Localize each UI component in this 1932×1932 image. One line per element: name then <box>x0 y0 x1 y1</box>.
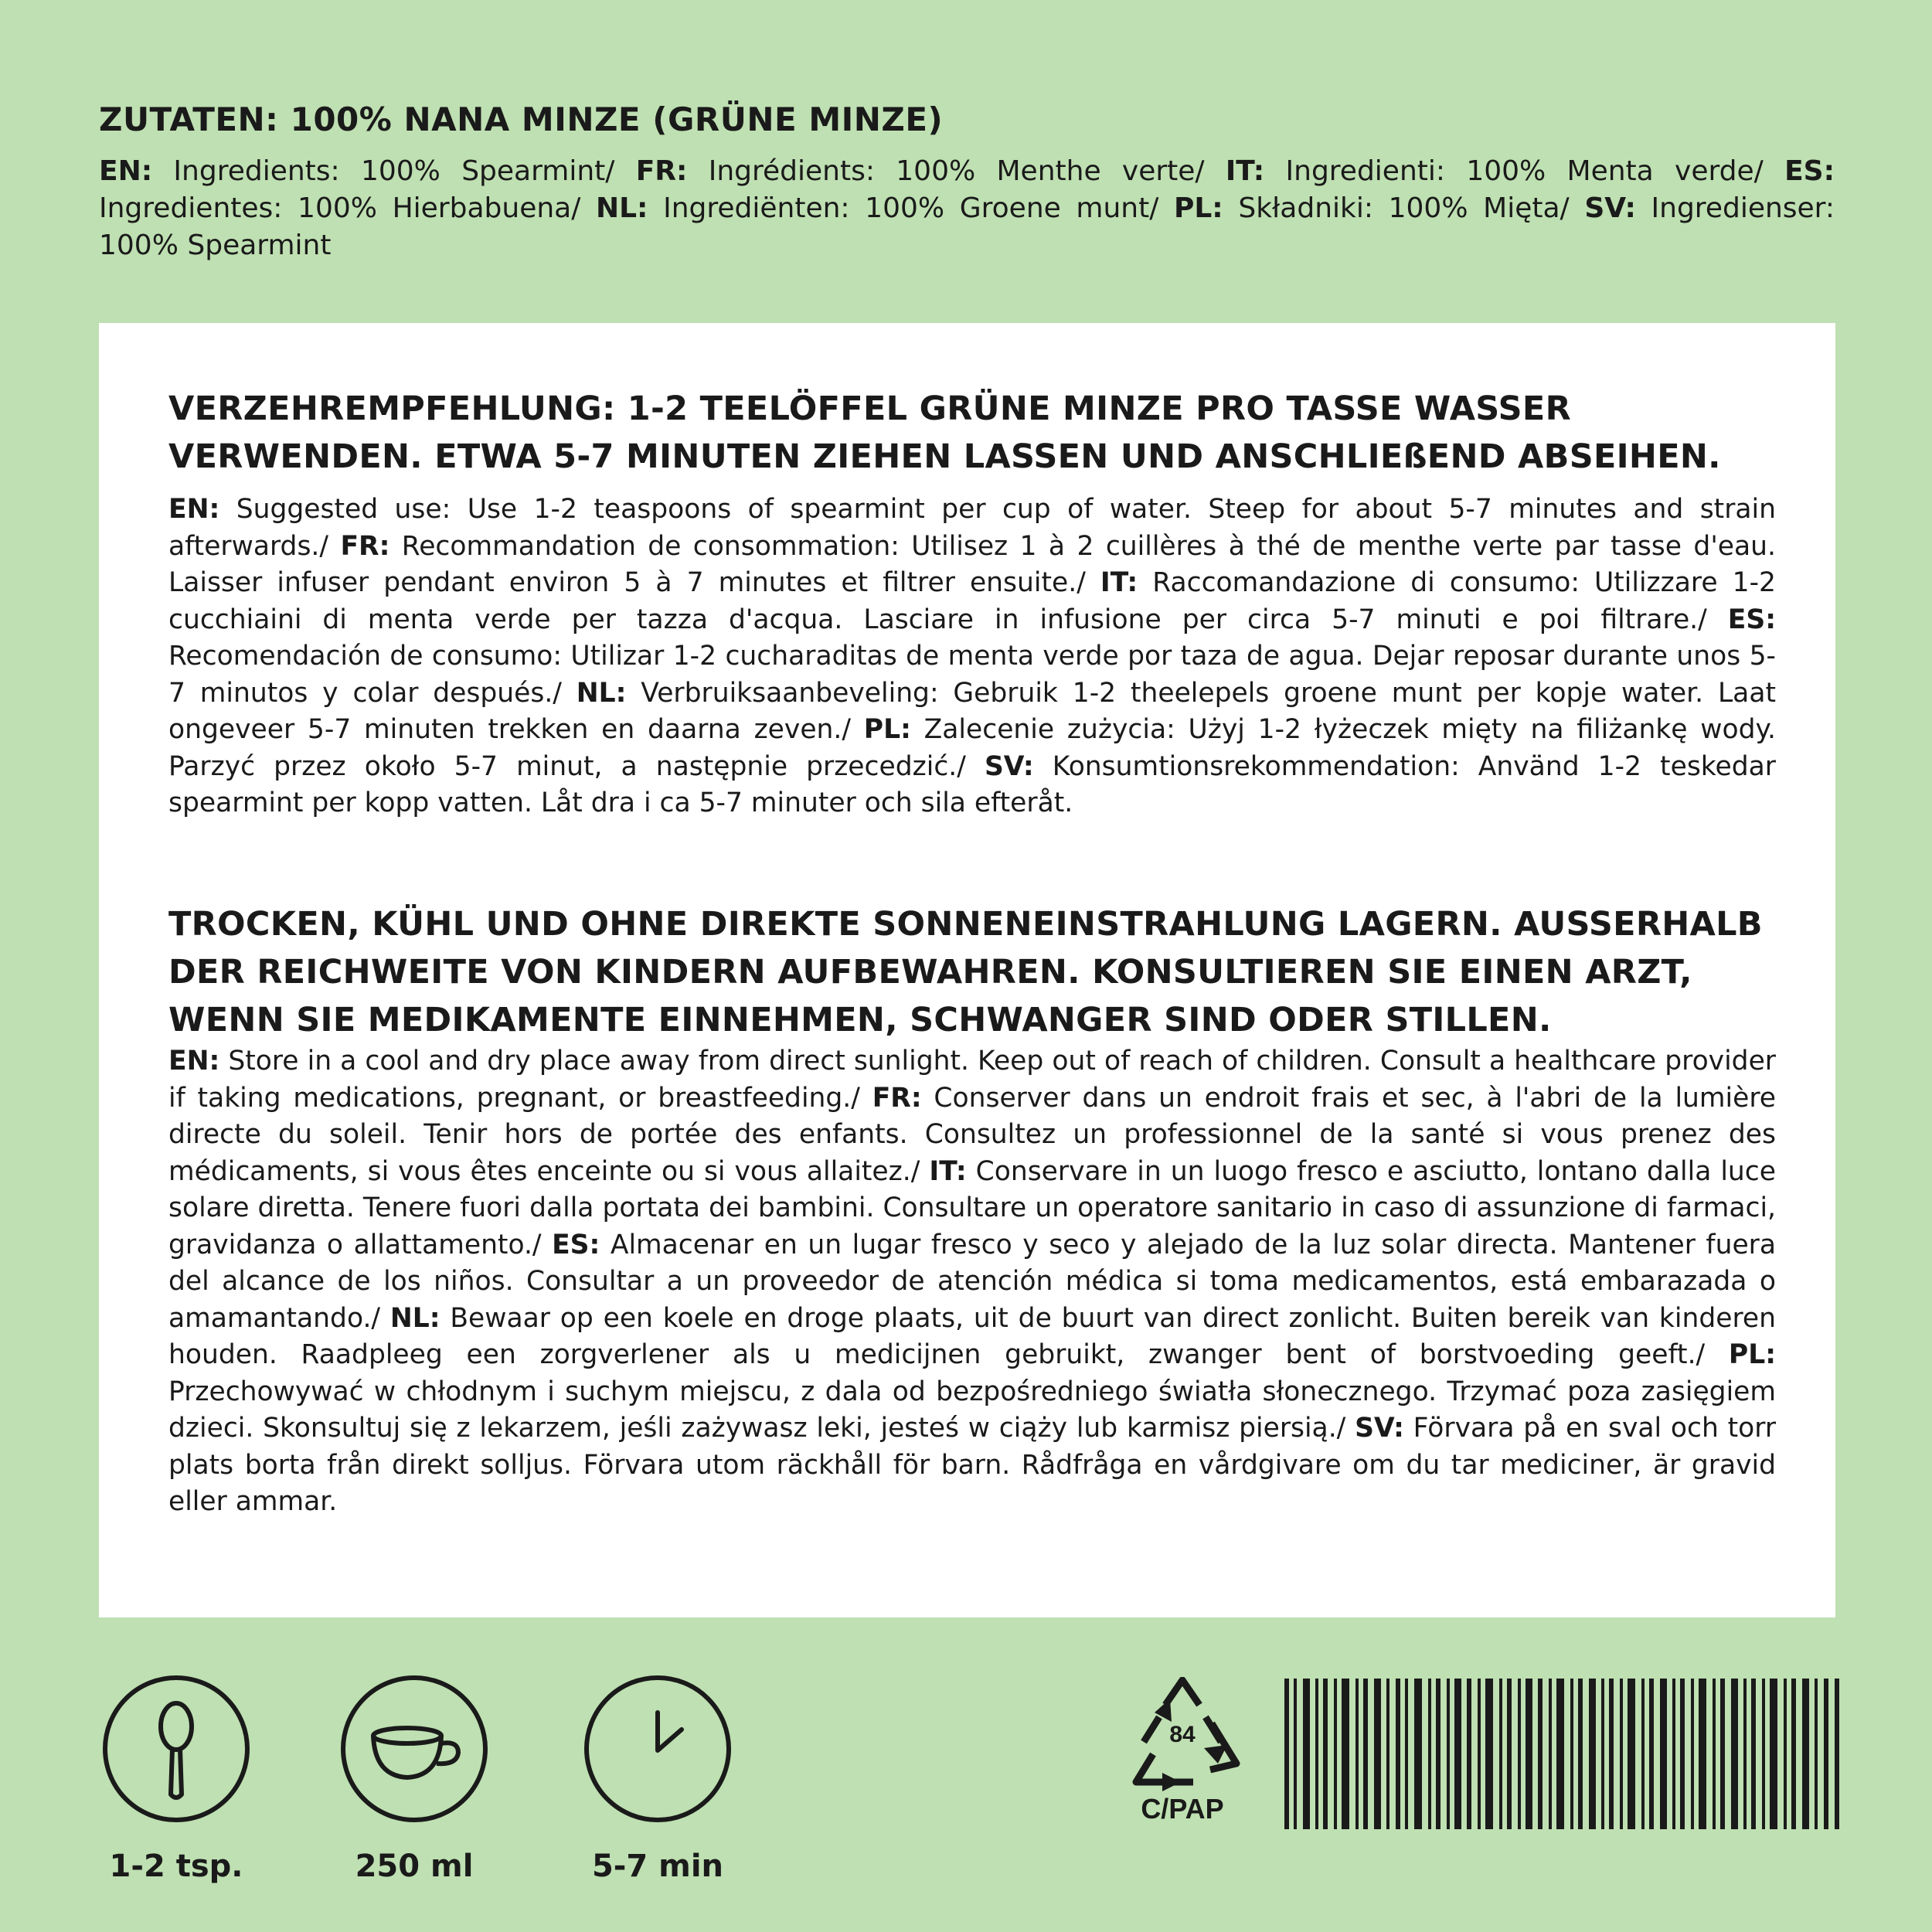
ingredients-translations <box>99 153 1835 264</box>
translation-text: Förvara på en sval och torr plats borta från direkt solljus. Förvara utom räckhåll för barn. Rådfråga en vårdgivare om du tar mediciner, är gravid eller ammar. <box>168 1413 1776 1517</box>
usage-heading: VERZEHREMPFEHLUNG: 1-2 TEELÖFFEL GRÜNE MINZE PRO TASSE WASSER VERWENDEN. ETWA 5-7 MINUTEN ZIEHEN LASSEN UND ANSCHLIEßEND ABSEIHEN. <box>168 389 1721 476</box>
lang-code: FR: <box>872 1082 922 1114</box>
lang-code: PL: <box>1728 1339 1776 1370</box>
translation-text: Store in a cool and dry place away from direct sunlight. Keep out of reach of children. Consult a healthcare provider if taking medications, pregnant, or breastfeeding./ <box>168 1046 1776 1114</box>
info-panel <box>99 323 1835 1617</box>
translation-text: Suggested use: Use 1-2 teaspoons of spearmint per cup of water. Steep for about 5-7 minutes and strain afterwards./ <box>168 494 1776 562</box>
recycling-code: 84 <box>1169 1722 1196 1747</box>
lang-code: FR: <box>340 530 390 562</box>
translation-text: Verbruiksaanbeveling: Gebruik 1-2 theelepels groene munt per kopje water. Laat ongeveer 5-7 minuten trekken en daarna zeven./ <box>168 677 1776 745</box>
lang-code: PL: <box>1173 192 1223 224</box>
lang-code: ES: <box>552 1229 600 1260</box>
translation-text: Bewaar op een koele en droge plaats, uit de buurt van direct zonlicht. Buiten bereik van kinderen houden. Raadpleeg een zorgverlener als u medicijnen gebruikt, zwanger bent of borstvoeding geeft./ <box>168 1302 1776 1370</box>
cup-icon <box>341 1675 488 1822</box>
lang-code: FR: <box>635 155 688 187</box>
translation-text: Recomendación de consumo: Utilizar 1-2 cucharaditas de menta verde por taza de agua. Dejar reposar durante unos 5-7 minutos y colar después./ <box>168 641 1776 709</box>
lang-code: ES: <box>1784 155 1835 187</box>
translation-text: Recommandation de consommation: Utilisez 1 à 2 cuillères à thé de menthe verte par tasse d'eau. Laisser infuser pendant environ 5 à 7 minutes et filtrer ensuite./ <box>168 530 1776 598</box>
lang-code: NL: <box>389 1302 440 1334</box>
translation-text: Przechowywać w chłodnym i suchym miejscu, z dala od bezpośredniego światła słonecznego. Trzymać poza zasięgiem dzieci. Skonsultuj się z lekarzem, jeśli zażywasz leki, jesteś w ciąży lub karmisz piersią./ <box>168 1376 1776 1444</box>
translation-text: Ingredienser: 100% Spearmint <box>99 192 1835 261</box>
translation-text: Składniki: 100% Mięta/ <box>1223 192 1585 224</box>
translation-text: Conserver dans un endroit frais et sec, à l'abri de la lumière directe du soleil. Tenir hors de portée des enfants. Consultez un professionnel de la santé si vous prenez des médicaments, si vous êtes enceinte ou si vous allaitez./ <box>168 1082 1776 1187</box>
translation-text: Ingredients: 100% Spearmint/ <box>152 155 636 187</box>
time-label: 5-7 min <box>591 1849 724 1884</box>
lang-code: EN: <box>168 494 220 525</box>
usage-translations <box>168 492 1776 822</box>
lang-code: SV: <box>1584 192 1636 224</box>
clock-icon <box>584 1675 731 1822</box>
dosage-info <box>99 1675 253 1884</box>
storage-translations <box>168 1043 1776 1521</box>
translation-text: Conservare in un luogo fresco e asciutto, lontano dalla luce solare diretta. Tenere fuori dalla portata dei bambini. Consultare un operatore sanitario in caso di assunzione di farmaci, gravidanza o allattamento./ <box>168 1155 1776 1260</box>
lang-code: EN: <box>168 1046 220 1077</box>
time-info <box>580 1675 735 1884</box>
lang-code: NL: <box>595 192 648 224</box>
lang-code: IT: <box>1225 155 1265 187</box>
translation-text: Almacenar en un lugar fresco y seco y alejado de la luz solar directa. Mantener fuera del alcance de los niños. Consultar a un proveedor de atención médica si toma medicamentos, está embarazada o amamantando./ <box>168 1229 1776 1334</box>
lang-code: IT: <box>929 1155 967 1187</box>
ingredients-title: ZUTATEN: 100% NANA MINZE (GRÜNE MINZE) <box>99 100 944 138</box>
lang-code: EN: <box>99 155 153 187</box>
lang-code: SV: <box>1355 1413 1404 1444</box>
volume-info <box>337 1675 492 1884</box>
barcode <box>1284 1679 1842 1829</box>
lang-code: SV: <box>984 750 1034 782</box>
translation-text: Raccomandazione di consumo: Utilizzare 1-2 cucchiaini di menta verde per tazza d'acqua. Lasciare in infusione per circa 5-7 minuti e poi filtrare./ <box>168 567 1776 635</box>
volume-label: 250 ml <box>355 1849 474 1884</box>
lang-code: PL: <box>863 714 911 745</box>
spoon-icon <box>103 1675 250 1822</box>
translation-text: Ingredientes: 100% Hierbabuena/ <box>99 192 596 224</box>
lang-code: ES: <box>1727 604 1776 635</box>
lang-code: NL: <box>576 677 627 709</box>
lang-code: IT: <box>1100 567 1138 598</box>
translation-text: Ingrédients: 100% Menthe verte/ <box>687 155 1226 187</box>
translation-text: Konsumtionsrekommendation: Använd 1-2 teskedar spearmint per kopp vatten. Låt dra i ca 5-7 minuter och sila efteråt. <box>168 750 1776 818</box>
translation-text: Zalecenie zużycia: Użyj 1-2 łyżeczek mięty na filiżankę wody. Parzyć przez około 5-7 minut, a następnie przecedzić./ <box>168 714 1776 782</box>
spoon-label: 1-2 tsp. <box>109 1849 243 1884</box>
storage-heading: TROCKEN, KÜHL UND OHNE DIREKTE SONNENEINSTRAHLUNG LAGERN. AUSSERHALB DER REICHWEITE VON KINDERN AUFBEWAHREN. KONSULTIEREN SIE EINEN ARZT, WENN SIE MEDIKAMENTE EINNEHMEN, SCHWANGER SIND ODER STILLEN. <box>168 905 1763 1039</box>
translation-text: Ingredienti: 100% Menta verde/ <box>1264 155 1785 187</box>
recycling-material: C/PAP <box>1141 1793 1224 1825</box>
translation-text: Ingrediënten: 100% Groene munt/ <box>648 192 1174 224</box>
